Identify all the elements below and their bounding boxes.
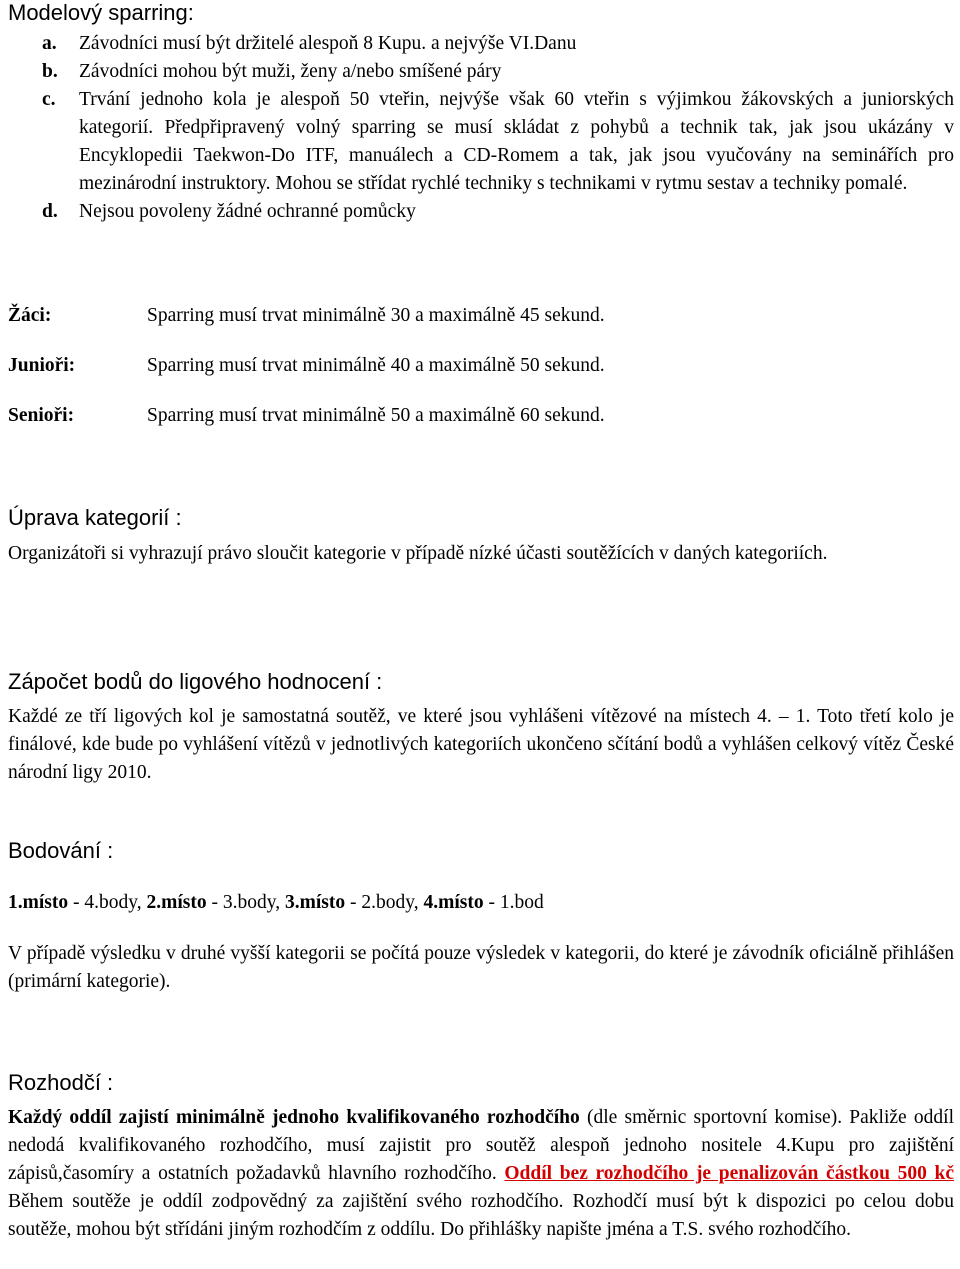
list-marker: d. [42, 201, 58, 222]
list-item [8, 86, 954, 198]
place-label: 4.místo [423, 892, 484, 913]
place-label: 1.místo [8, 892, 69, 913]
list-marker: a. [42, 33, 57, 54]
category-duration: Sparring musí trvat minimálně 50 a maximálně 60 sekund. [147, 405, 605, 426]
list-item [8, 198, 954, 226]
place-label: 3.místo [284, 892, 346, 913]
category-row-seniori [8, 402, 954, 430]
penalty-notice: Oddíl bez rozhodčího je penalizován částkou 500 kč [504, 1163, 954, 1184]
category-label: Žáci: [8, 305, 52, 326]
category-label: Junioři: [8, 355, 76, 376]
list-item-text: Trvání jednoho kola je alespoň 50 vteřin, nejvýše však 60 vteřin s výjimkou žákovských a juniorských kategorií. Předpřipravený volný sparring se musí skládat z pohybů a technik tak, jak jsou ukázány v Encyklopedii Taekwon-Do ITF, manuálech a CD-Romem a tak, jak jsou vyučovány na seminářích pro mezinárodní instruktory. Mohou se střídat rychlé techniky s technikami v rytmu sestav a techniky pomalé. [79, 89, 954, 194]
section-heading-bodovani: Bodování : [8, 838, 114, 863]
category-row-juniori [8, 352, 954, 380]
list-item [8, 58, 954, 86]
uprava-paragraph: Organizátoři si vyhrazují právo sloučit kategorie v případě nízké účasti soutěžících v daných kategoriích. [8, 543, 828, 564]
points-value: - 3.body, [206, 892, 281, 913]
list-item [8, 30, 954, 58]
rozhodci-lead: Každý oddíl zajistí minimálně jednoho kvalifikovaného rozhodčího [8, 1107, 580, 1128]
category-duration: Sparring musí trvat minimálně 40 a maximálně 50 sekund. [147, 355, 605, 376]
zapocet-paragraph: Každé ze tří ligových kol je samostatná soutěž, ve které jsou vyhlášeni vítězové na místech 4. – 1. Toto třetí kolo je finálové, kde bude po vyhlášení vítězů v jednotlivých kategoriích ukončeno sčítání bodů a vyhlášen celkový vítěz České národní ligy 2010. [8, 706, 954, 783]
list-item-text: Závodníci musí být držitelé alespoň 8 Kupu. a nejvýše VI.Danu [79, 33, 577, 54]
section-heading-zapocet: Zápočet bodů do ligového hodnocení : [8, 669, 383, 694]
points-item [146, 892, 280, 913]
points-value: - 4.body, [68, 892, 142, 913]
points-value: - 2.body, [345, 892, 419, 913]
sparring-rules-list [8, 30, 954, 226]
place-label: 2.místo [146, 892, 207, 913]
points-item [8, 892, 142, 913]
category-duration: Sparring musí trvat minimálně 30 a maximálně 45 sekund. [147, 305, 605, 326]
points-value: - 1.bod [483, 892, 544, 913]
list-item-text: Nejsou povoleny žádné ochranné pomůcky [79, 201, 416, 222]
list-item-text: Závodníci mohou být muži, ženy a/nebo smíšené páry [79, 61, 502, 82]
list-marker: b. [42, 61, 58, 82]
category-label: Senioři: [8, 405, 75, 426]
category-row-zaci [8, 302, 954, 330]
rozhodci-text: Během soutěže je oddíl zodpovědný za zajištění svého rozhodčího. Rozhodčí musí být k dispozici po celou dobu soutěže, mohou být střídáni jiným rozhodčím z oddílu. Do přihlášky napište jména a T.S. svého rozhodčího. [8, 1191, 954, 1240]
section-heading-rozhodci: Rozhodčí : [8, 1070, 114, 1095]
points-item [285, 892, 419, 913]
section-heading-sparring: Modelový sparring: [8, 0, 194, 25]
list-marker: c. [42, 89, 56, 110]
points-row [8, 889, 954, 917]
rozhodci-text: (dle směrnic sportovní komise). Pakliže oddíl nedodá kvalifikovaného rozhodčího, musí zajistit pro soutěž alespoň jednoho nositele 4.Kupu pro zajištění zápisů,časomíry a ostatních požadavků hlavního rozhodčího. [8, 1107, 954, 1184]
section-heading-uprava: Úprava kategorií : [8, 505, 182, 530]
bodovani-note: V případě výsledku v druhé vyšší kategorii se počítá pouze výsledek v kategorii, do které je závodník oficiálně přihlášen (primární kategorie). [8, 943, 954, 992]
points-item [423, 892, 543, 913]
rozhodci-paragraph [8, 1104, 954, 1244]
